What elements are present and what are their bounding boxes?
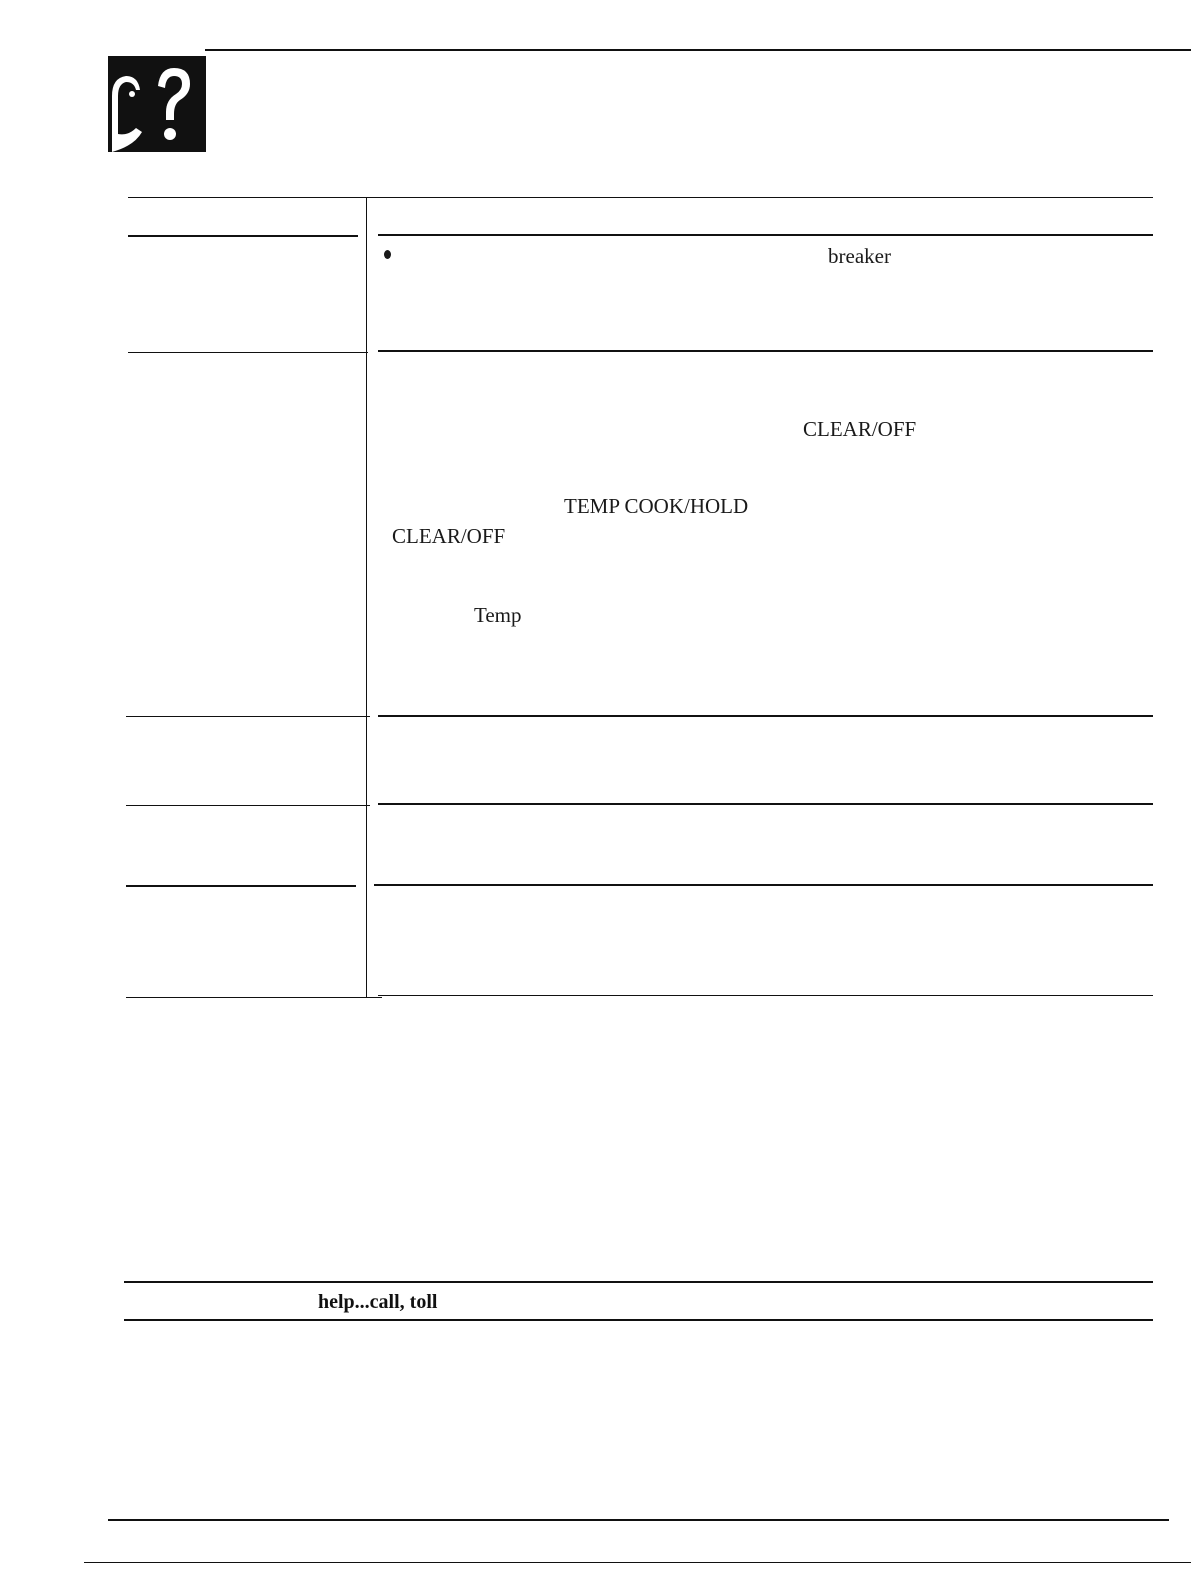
- page-bottom-rule: [108, 1519, 1169, 1521]
- row3-left-rule: [126, 716, 370, 717]
- row3-right-rule: [378, 715, 1153, 717]
- help-band-top-rule: [124, 1281, 1153, 1283]
- row2-right-rule: [378, 350, 1153, 352]
- row1-keyword: breaker: [828, 244, 891, 268]
- row1-left-rule: [128, 235, 358, 237]
- help-call-text: help...call, toll: [318, 1291, 438, 1313]
- row2-clear-off-label: CLEAR/OFF: [803, 417, 917, 441]
- table-top-rule: [128, 197, 1153, 198]
- row4-right-rule: [378, 803, 1153, 805]
- question-mark-face-icon: [108, 56, 206, 152]
- table-bottom-right-rule: [378, 995, 1153, 996]
- header-rule: [205, 49, 1191, 51]
- row2-clear-off-label-2: CLEAR/OFF: [392, 524, 506, 548]
- row5-left-rule: [126, 885, 356, 887]
- row1-right-rule: [378, 234, 1153, 236]
- table-bottom-left-rule: [126, 997, 382, 998]
- row4-left-rule: [126, 805, 370, 806]
- row2-temp-label: Temp: [474, 603, 522, 627]
- row5-right-rule: [374, 884, 1153, 886]
- bullet-icon: [384, 250, 391, 259]
- help-band-bottom-rule: [124, 1319, 1153, 1321]
- page-edge-rule: [84, 1562, 1191, 1563]
- row2-temp-cook-hold-label: TEMP COOK/HOLD: [564, 494, 749, 518]
- table-column-divider: [366, 198, 367, 998]
- row2-left-rule: [128, 352, 368, 353]
